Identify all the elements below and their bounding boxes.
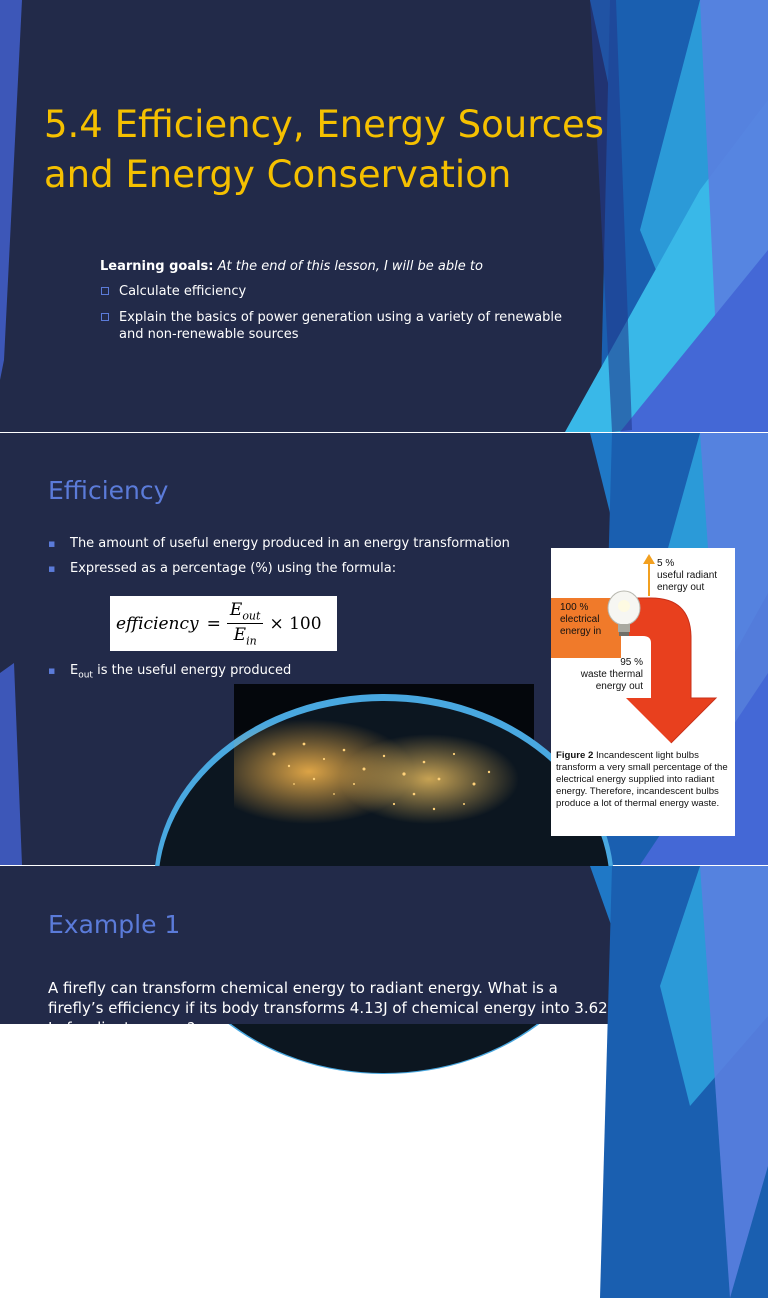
bullet-text: The amount of useful energy produced in an energy transformation (70, 536, 510, 551)
bullet-item (48, 535, 538, 552)
formula-denominator (234, 624, 257, 647)
slide-title-text: 5.4 Efficiency, Energy Sources and Energy Conservation (44, 103, 605, 196)
efficiency-formula (110, 596, 337, 651)
efficiency-bullets (48, 535, 538, 585)
bullet-icon: ▪ (48, 562, 56, 575)
caption-title: Figure 2 (556, 750, 594, 761)
checkbox-bullet-icon (101, 313, 109, 321)
figure-caption (556, 750, 734, 810)
bullet-text: Expressed as a percentage (%) using the formula: (70, 561, 397, 576)
denominator-symbol: E (233, 625, 247, 645)
formula-numerator (227, 600, 264, 624)
goal-text: Calculate efficiency (119, 284, 247, 299)
bullet-icon: ▪ (48, 664, 56, 677)
slide-decoration (0, 0, 768, 432)
light-bulb-figure (551, 548, 735, 836)
eout-text: is the useful energy produced (92, 663, 292, 678)
formula-times: × 100 (269, 613, 322, 634)
learning-goals-label: Learning goals: (100, 259, 214, 274)
bullet-icon: ▪ (48, 537, 56, 550)
bullet-item-eout (48, 662, 348, 685)
eout-symbol: E (70, 663, 79, 678)
efficiency-heading: Efficiency (48, 476, 169, 505)
earth-at-night-image (234, 684, 534, 854)
example-question: A firefly can transform chemical energy to radiant energy. What is a firefly’s efficiency if its body transforms 4.13J of chemical energy into 3.62 J of radiant energy? (48, 979, 608, 1037)
label-useful-radiant: 5 % useful radiant energy out (657, 558, 718, 593)
formula-lhs: efficiency (116, 613, 199, 634)
numerator-symbol: E (229, 599, 243, 620)
slide-title (0, 0, 768, 432)
eout-subscript: out (78, 670, 93, 681)
formula-fraction (227, 600, 264, 648)
checkbox-bullet-icon (101, 287, 109, 295)
learning-goals-intro: At the end of this lesson, I will be able to (213, 259, 483, 274)
goal-text: Explain the basics of power generation using a variety of renewable and non-renewable sources (119, 310, 562, 342)
label-waste-thermal: 95 % waste thermal energy out (580, 657, 643, 692)
goal-item (100, 309, 570, 343)
bullet-item (48, 560, 538, 577)
numerator-subscript: out (242, 609, 261, 622)
caption-text: Incandescent light bulbs transform a very small percentage of the electrical energy supplied into radiant energy. Therefore, incandescent bulbs produce a lot of thermal energy waste. (556, 750, 728, 809)
denominator-subscript: in (246, 634, 257, 648)
example-heading: Example 1 (48, 910, 181, 939)
goal-item (100, 283, 570, 300)
learning-goals (100, 259, 570, 343)
formula-equals: = (206, 613, 221, 634)
label-electrical-in: 100 % electrical energy in (560, 602, 602, 637)
